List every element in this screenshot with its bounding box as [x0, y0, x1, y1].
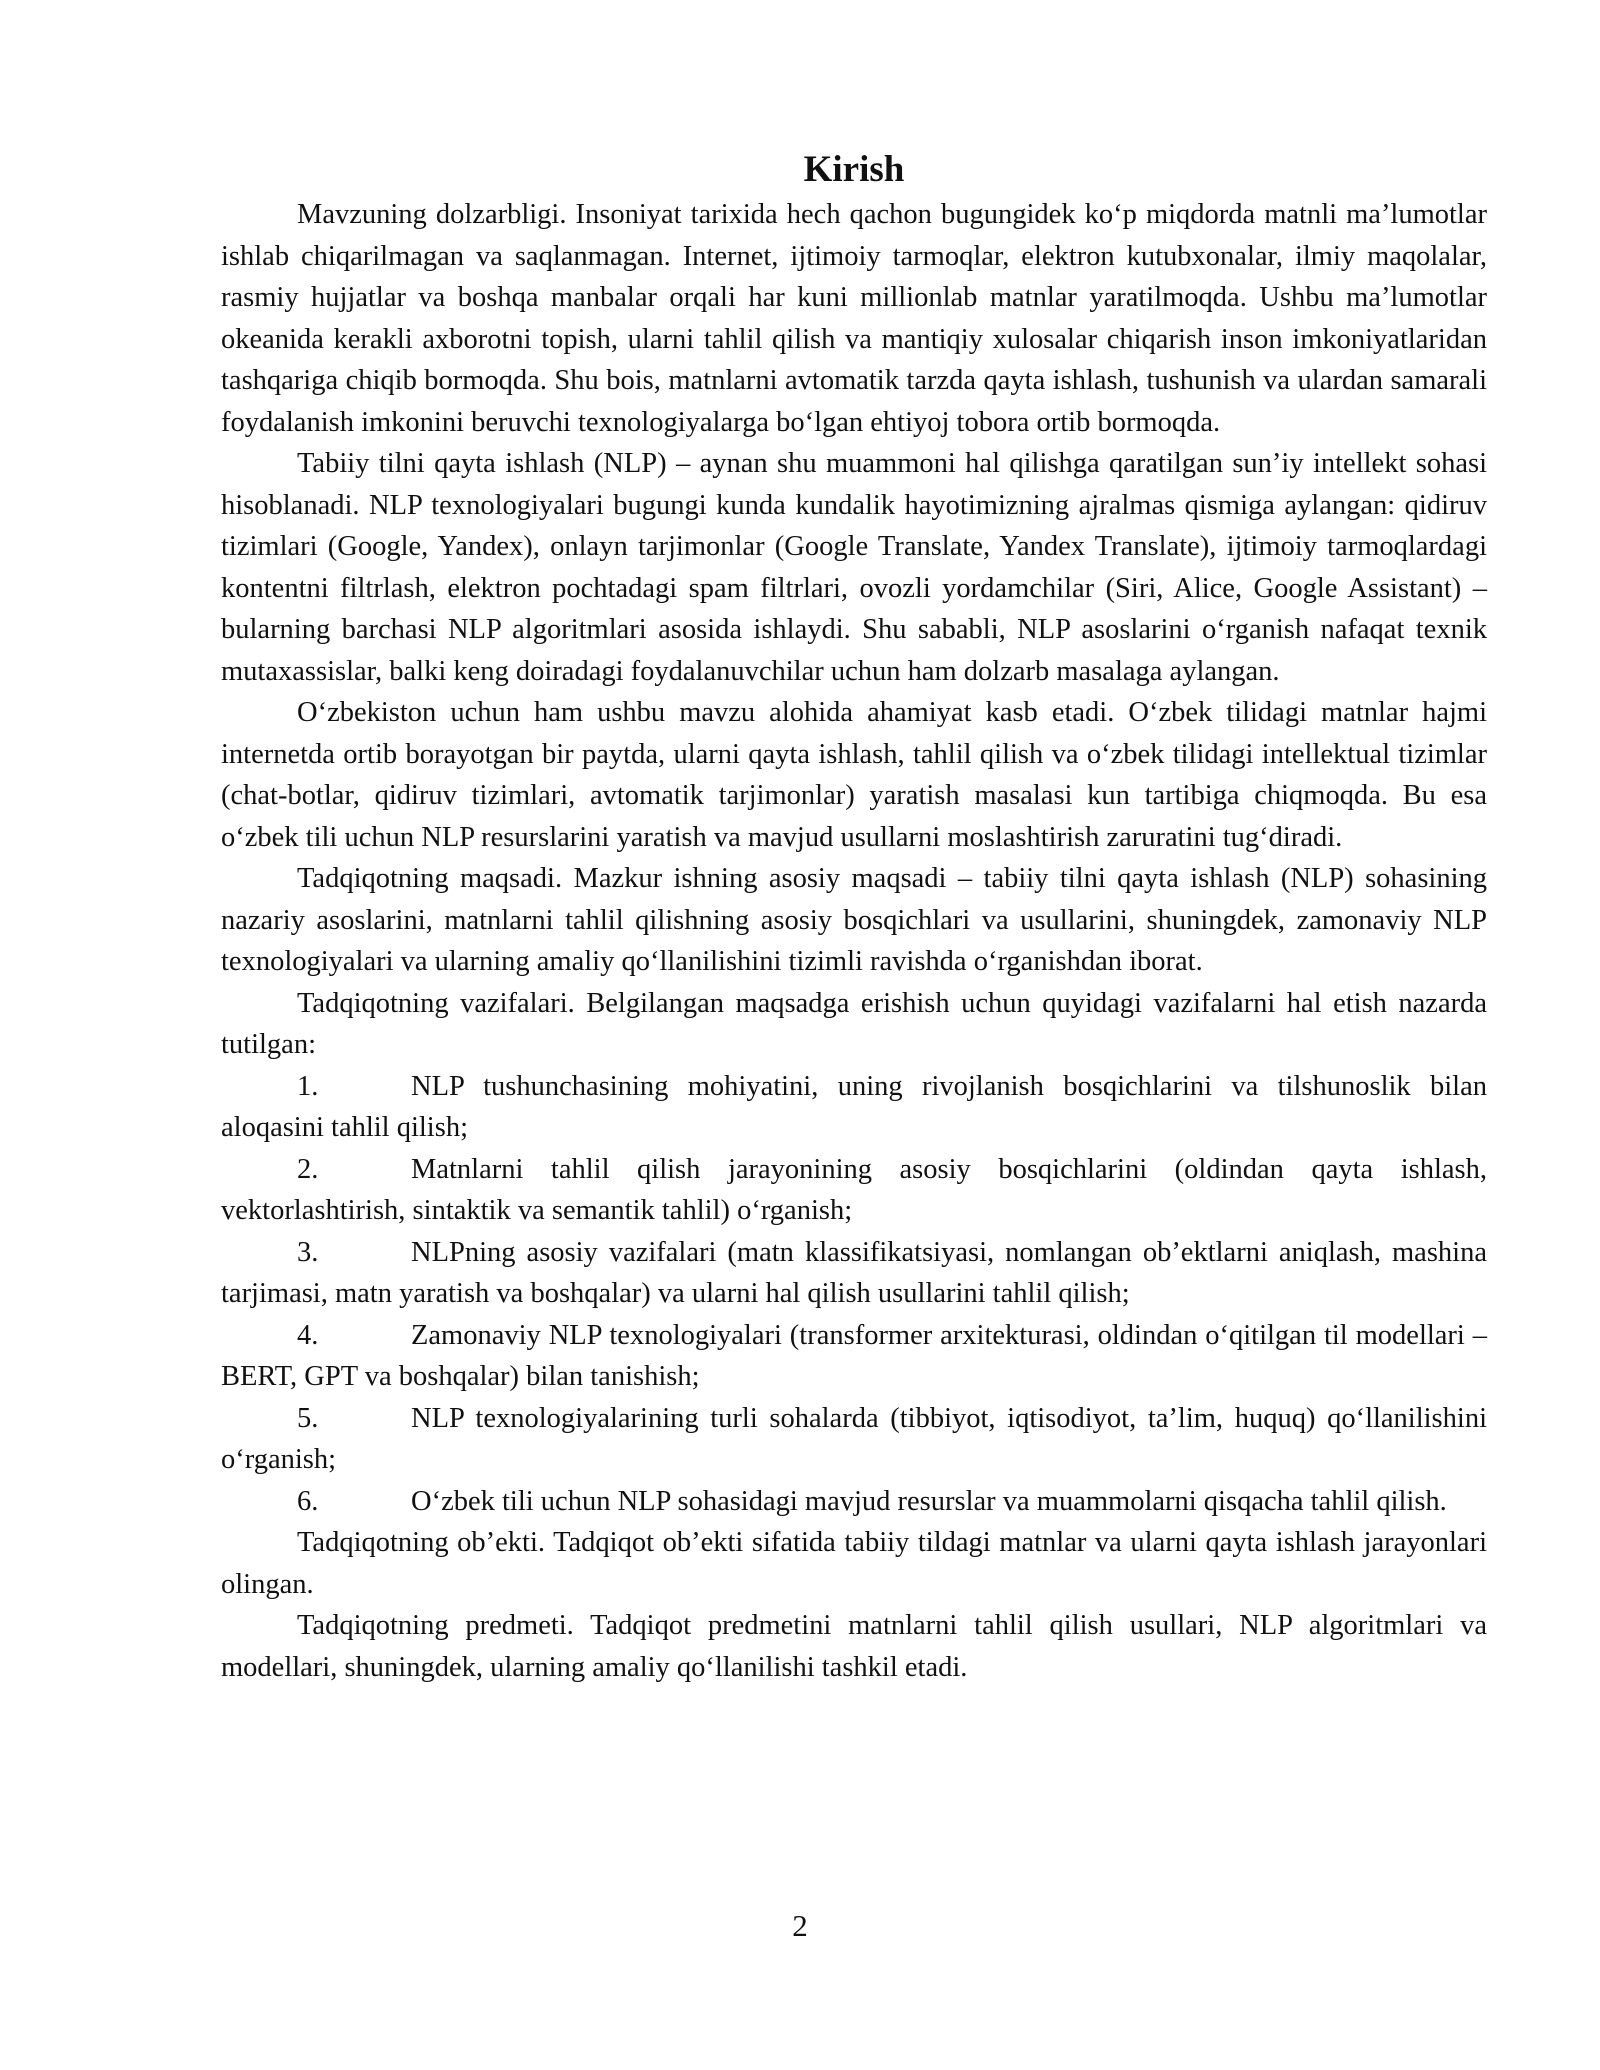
tasks-list [221, 1066, 1487, 1523]
list-item-text: O‘zbek tili uchun NLP sohasidagi mavjud resurslar va muammolarni qisqacha tahlil qilish. [411, 1485, 1447, 1517]
paragraph-object: Tadqiqotning ob’ekti. Tadqiqot ob’ekti sifatida tabiiy tildagi matnlar va ularni qayta ishlash jarayonlari olingan. [221, 1527, 1487, 1600]
list-item [221, 1149, 1487, 1232]
list-item-number: 6. [297, 1485, 319, 1517]
paragraph-goal: Tadqiqotning maqsadi. Mazkur ishning asosiy maqsadi – tabiiy tilni qayta ishlash (NLP) sohasining nazariy asoslarini, matnlarni tahlil qilishning asosiy bosqichlari va usullarini, shuningdek, zamonaviy NLP texnologiyalari va ularning amaliy qo‘llanilishini tizimli ravishda o‘rganishdan iborat. [221, 863, 1487, 977]
list-item [221, 1232, 1487, 1315]
list-item-number: 4. [297, 1319, 319, 1351]
list-item-number: 2. [297, 1153, 319, 1185]
list-item [221, 1066, 1487, 1149]
paragraph-nlp-definition: Tabiiy tilni qayta ishlash (NLP) – aynan shu muammoni hal qilishga qaratilgan sun’iy intellekt sohasi hisoblanadi. NLP texnologiyalari bugungi kunda kundalik hayotimizning ajralmas qismiga aylangan: qidiruv tizimlari (Google, Yandex), onlayn tarjimonlar (Google Translate, Yandex Translate), ijtimoiy tarmoqlardagi kontentni filtrlash, elektron pochtadagi spam filtrlari, ovozli yordamchilar (Siri, Alice, Google Assistant) – bularning barchasi NLP algoritmlari asosida ishlaydi. Shu sababli, NLP asoslarini o‘rganish nafaqat texnik mutaxassislar, balki keng doiradagi foydalanuvchilar uchun ham dolzarb masalaga aylangan. [221, 448, 1487, 687]
list-item-text: NLP tushunchasining mohiyatini, uning rivojlanish bosqichlarini va tilshunoslik bilan aloqasini tahlil qilish; [221, 1070, 1487, 1143]
paragraph-subject: Tadqiqotning predmeti. Tadqiqot predmetini matnlarni tahlil qilish usullari, NLP algoritmlari va modellari, shuningdek, ularning amaliy qo‘llanilishi tashkil etadi. [221, 1610, 1487, 1683]
list-item [221, 1481, 1487, 1523]
list-item-text: Zamonaviy NLP texnologiyalari (transformer arxitekturasi, oldindan o‘qitilgan til modellari – BERT, GPT va boshqalar) bilan tanishish; [221, 1319, 1487, 1392]
paragraph-uzbekistan: O‘zbekiston uchun ham ushbu mavzu alohida ahamiyat kasb etadi. O‘zbek tilidagi matnlar hajmi internetda ortib borayotgan bir paytda, ularni qayta ishlash, tahlil qilish va o‘zbek tilidagi intellektual tizimlar (chat-botlar, qidiruv tizimlari, avtomatik tarjimonlar) yaratish masalasi kun tartibiga chiqmoqda. Bu esa o‘zbek tili uchun NLP resurslarini yaratish va mavjud usullarni moslashtirish zaruratini tug‘diradi. [221, 697, 1487, 853]
document-page [221, 148, 1487, 1688]
list-item-text: NLP texnologiyalarining turli sohalarda (tibbiyot, iqtisodiyot, ta’lim, huquq) qo‘llanilishini o‘rganish; [221, 1402, 1487, 1475]
page-number: 2 [792, 1908, 808, 1943]
list-item [221, 1398, 1487, 1481]
list-item-number: 3. [297, 1236, 319, 1268]
paragraph-relevance: Mavzuning dolzarbligi. Insoniyat tarixida hech qachon bugungidek ko‘p miqdorda matnli ma’lumotlar ishlab chiqarilmagan va saqlanmagan. Internet, ijtimoiy tarmoqlar, elektron kutubxonalar, ilmiy maqolalar, rasmiy hujjatlar va boshqa manbalar orqali har kuni millionlab matnlar yaratilmoqda. Ushbu ma’lumotlar okeanida kerakli axborotni topish, ularni tahlil qilish va mantiqiy xulosalar chiqarish inson imkoniyatlaridan tashqariga chiqib bormoqda. Shu bois, matnlarni avtomatik tarzda qayta ishlash, tushunish va ulardan samarali foydalanish imkonini beruvchi texnologiyalarga bo‘lgan ehtiyoj tobora ortib bormoqda. [221, 199, 1487, 438]
list-item-text: Matnlarni tahlil qilish jarayonining asosiy bosqichlarini (oldindan qayta ishlash, vektorlashtirish, sintaktik va semantik tahlil) o‘rganish; [221, 1153, 1487, 1226]
list-item [221, 1315, 1487, 1398]
section-title: Kirish [803, 149, 905, 190]
paragraph-tasks-intro: Tadqiqotning vazifalari. Belgilangan maqsadga erishish uchun quyidagi vazifalarni hal etish nazarda tutilgan: [221, 987, 1487, 1060]
list-item-number: 5. [297, 1402, 319, 1434]
list-item-number: 1. [297, 1070, 319, 1102]
list-item-text: NLPning asosiy vazifalari (matn klassifikatsiyasi, nomlangan ob’ektlarni aniqlash, mashina tarjimasi, matn yaratish va boshqalar) va ularni hal qilish usullarini tahlil qilish; [221, 1236, 1487, 1309]
